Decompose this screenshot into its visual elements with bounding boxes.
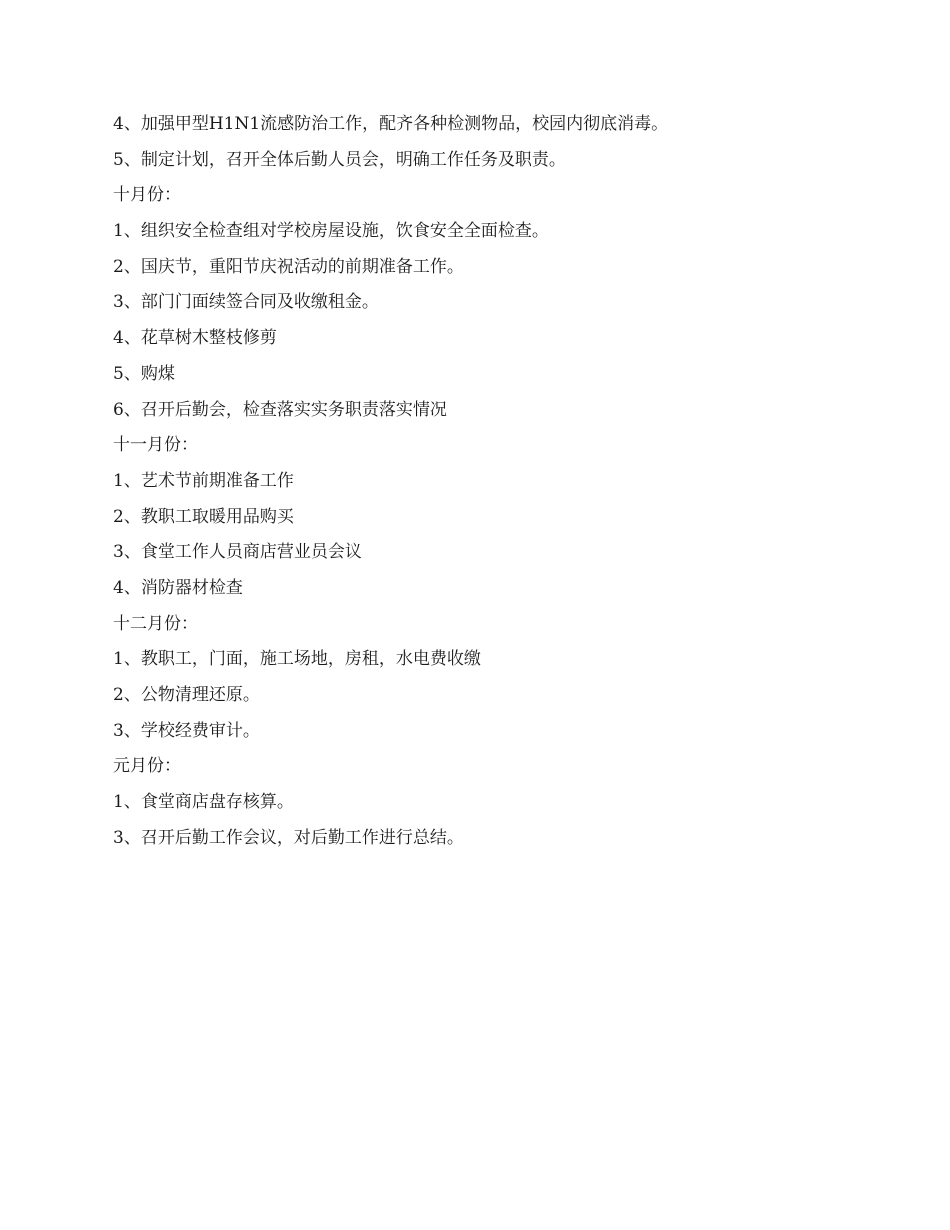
list-item-lease-renewal: 3、部门门面续签合同及收缴租金。 xyxy=(113,292,379,313)
document-body xyxy=(113,107,853,856)
month-heading-january: 元月份： xyxy=(113,756,181,777)
list-item-h1n1-prevention: 4、加强甲型H1N1流感防治工作，配齐各种检测物品，校园内彻底消毒。 xyxy=(113,114,669,134)
list-item-staff-meeting: 3、食堂工作人员商店营业员会议 xyxy=(113,542,362,563)
list-item-budget-audit: 3、学校经费审计。 xyxy=(113,720,260,741)
list-item-summary-meeting: 3、召开后勤工作会议，对后勤工作进行总结。 xyxy=(113,827,464,848)
list-item-fire-equipment: 4、消防器材检查 xyxy=(113,577,243,598)
list-item-fee-collection: 1、教职工，门面，施工场地，房租，水电费收缴 xyxy=(113,649,481,670)
list-item-duty-check: 6、召开后勤会，检查落实实务职责落实情况 xyxy=(113,399,447,420)
list-item-art-festival: 1、艺术节前期准备工作 xyxy=(113,470,294,491)
list-item-inventory-check: 1、食堂商店盘存核算。 xyxy=(113,792,294,813)
month-heading-december: 十二月份： xyxy=(113,613,198,634)
list-item-holiday-preparation: 2、国庆节，重阳节庆祝活动的前期准备工作。 xyxy=(113,256,464,277)
list-item-tree-pruning: 4、花草树木整枝修剪 xyxy=(113,328,277,349)
month-heading-october: 十月份： xyxy=(113,185,181,206)
list-item-buy-coal: 5、购煤 xyxy=(113,363,175,384)
list-item-safety-inspection: 1、组织安全检查组对学校房屋设施，饮食安全全面检查。 xyxy=(113,221,549,242)
list-item-logistics-meeting: 5、制定计划，召开全体后勤人员会，明确工作任务及职责。 xyxy=(113,149,566,170)
month-heading-november: 十一月份： xyxy=(113,435,198,456)
list-item-heating-supplies: 2、教职工取暖用品购买 xyxy=(113,506,294,527)
list-item-property-cleanup: 2、公物清理还原。 xyxy=(113,685,260,705)
